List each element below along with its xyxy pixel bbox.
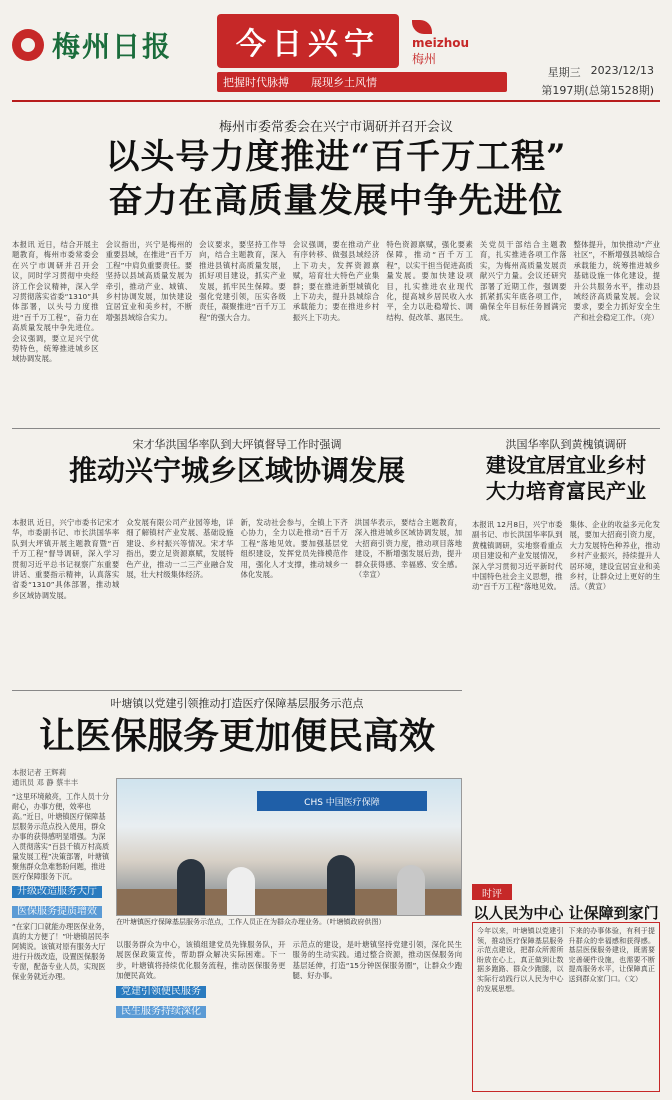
- story2: [12, 436, 462, 490]
- comment-col-1: 今年以来，叶塘镇以党建引领，推动医疗保障基层服务示范点建设，把群众所需所盼放在心上，真正做到让数据多跑路、群众少跑腿，以实际行动践行以人民为中心的发展思想。: [477, 927, 564, 993]
- story3-col-2: 集体、企业的收益多元化发展，要加大招商引资力度，大力发展特色种养业，推动乡村产业振兴，持续提升人居环境，建设宜居宜业和美乡村，让群众过上更好的生活。（黄宣）: [569, 520, 660, 592]
- photo-person: [327, 855, 355, 915]
- story4-kicker: 叶塘镇以党建引领推动打造医疗保障基层服务示范点: [110, 697, 364, 710]
- story4-subhead-1: 升级改造服务大厅: [12, 886, 102, 898]
- story2-body: [12, 518, 462, 686]
- story3: [472, 436, 660, 504]
- story2-col-4: 洪国华表示，要结合主题教育，深入推进城乡区域协调发展，加大招商引资力度，推动项目落地建设，不断增强发展后劲，提升群众获得感、幸福感、安全感。（幸宣）: [354, 518, 462, 580]
- story3-col-1: 本报讯 12月8日，兴宁市委副书记、市长洪国华率队到黄槐镇调研，实地察看重点项目建设和产业发展情况，深入学习贯彻习近平新时代中国特色社会主义思想，推动“百千万工程”落地见效。: [472, 520, 563, 592]
- masthead: [12, 6, 660, 102]
- photo-person: [177, 859, 205, 915]
- story4-subhead-1b: 医保服务提质增效: [12, 906, 102, 918]
- date: 2023/12/13: [590, 64, 654, 77]
- issue-number: 第197期(总第1528期): [541, 84, 654, 97]
- comment-box: [472, 922, 660, 1092]
- comment-badge: 时评: [472, 884, 512, 900]
- divider: [12, 690, 462, 691]
- date-line: [548, 64, 654, 80]
- lead-col-2: 会议指出，兴宁是梅州的重要县域，在推进“百千万工程”中肩负重要责任。要坚持以县域高质量发展为牵引，推动产业、城镇、乡村协调发展，加快建设宜居宜业和美乡村，不断增强县域综合实力。: [105, 240, 193, 322]
- story3-title-1: 建设宜居宜业乡村: [486, 453, 646, 477]
- story4-photo: [116, 778, 462, 916]
- story2-col-3: 新，发动社会参与，全镇上下齐心协力，全力以赴推动“百千万工程”落地见效。要加强基层党组织建设，发挥党员先锋模范作用，强化人才支撑，推动城乡一体化发展。: [240, 518, 348, 580]
- brand-en: meizhou: [412, 36, 470, 50]
- lead-body: [12, 240, 660, 420]
- lead-col-5: 特色资源禀赋，强化要素保障，推动“百千万工程”，以实干担当促进高质量发展。要加快建设项目，扎实推进农业现代化，提高城乡居民收入水平，全力以赴稳增长、调结构、促改革、惠民生。: [386, 240, 473, 322]
- photo-person: [227, 867, 255, 915]
- lead-col-3: 会议要求，要坚持工作导向，结合主题教育，深入推进县镇村高质量发展，抓好项目建设，抓实产业发展，抓牢民生保障。要强化党建引领，压实各级责任，凝聚推进“百千万工程”的强大合力。: [199, 240, 286, 322]
- divider: [12, 428, 660, 429]
- story2-title: 推动兴宁城乡区域协调发展: [68, 454, 405, 487]
- story2-kicker: 宋才华洪国华率队到大坪镇督导工作时强调: [132, 438, 342, 451]
- lead-col-6: 关党员干部结合主题教育，扎实推进各项工作落实，为梅州高质量发展贡献兴宁力量。会议还研究部署了近期工作，强调要抓紧抓实年底各项工作，确保全年目标任务圆满完成。: [479, 240, 567, 322]
- section-logo-text: 今日兴宁: [236, 27, 380, 62]
- story4-title: 让医保服务更加便民高效: [38, 715, 435, 757]
- story4-left-col: [12, 768, 110, 1092]
- brand-cn: 梅州: [412, 52, 437, 66]
- story3-title-2: 大力培育富民产业: [486, 479, 646, 503]
- story4-text-2: “在家门口就能办理医保业务，真的太方便了！”叶塘镇居民李阿姨说。该镇对原有服务大厅进行升级改造，设置医保服务专窗，配备专业人员，实现医保业务就近办理。: [12, 922, 110, 981]
- story2-col-1: 本报讯 近日，兴宁市委书记宋才华，市委副书记、市长洪国华率队到大坪镇开展主题教育暨“百千万工程”督导调研，深入学习贯彻习近平总书记视察广东重要讲话、重要指示精神，认真落实省委“1310”具体部署，推动城乡区域协调发展。: [12, 518, 120, 600]
- slogan-left: 把握时代脉搏: [223, 76, 289, 89]
- story4-col-right: 示范点的建设，是叶塘镇坚持党建引领，深化民生服务的生动实践。通过整合资源，推动医保服务向基层延伸，打造“15分钟医保服务圈”，让群众少跑腿、好办事。: [292, 940, 462, 981]
- story4-text-3: 以服务群众为中心，该镇组建党员先锋服务队，开展医保政策宣传，帮助群众解决实际困难。下一步，叶塘镇将持续优化服务流程，推动医保服务更加便民高效。: [116, 940, 286, 981]
- comment-col-2: 下来的办事体验，有利于提升群众的幸福感和获得感。基层医保服务建设，既需要完善硬件设施，也需要不断提高服务水平，让保障真正送到群众家门口。（文）: [568, 927, 655, 983]
- paper-name: 梅州日报: [52, 30, 173, 63]
- story4-body: [116, 940, 462, 1092]
- paper-logo-icon: [12, 29, 44, 61]
- lead-title-2: 奋力在高质量发展中争先进位: [108, 181, 564, 221]
- lead-kicker: 梅州市委常委会在兴宁市调研并召开会议: [218, 120, 453, 135]
- photo-sign: CHS 中国医疗保障: [257, 791, 427, 811]
- lead-col-4: 会议强调，要在推动产业有序转移、做强县域经济上下功夫，发挥资源禀赋，培育壮大特色产业集群；要在推进新型城镇化上下功夫，提升县城综合承载能力；要在推进乡村振兴上下功夫。: [292, 240, 380, 322]
- story3-kicker: 洪国华率队到黄槐镇调研: [505, 438, 627, 451]
- lead-col-1: 本报讯 近日，结合开展主题教育，梅州市委常委会在兴宁市调研并召开会议，同时学习贯彻中央经济工作会议精神，深入学习贯彻落实省委“1310”具体部署，以头号力度推进“百千万工程”，奋力在高质量发展中争先进位。会议强调，要立足兴宁优势特色，统筹推进城乡区域协调发展。: [12, 240, 99, 364]
- paper-logo: [12, 14, 204, 76]
- slogan: [217, 72, 507, 92]
- story4-byline: 本报记者 王辉莉 通讯员 邓 静 蔡丰丰: [12, 768, 79, 787]
- story3-body: [472, 520, 660, 876]
- story4-subhead-2b: 民生服务持续深化: [116, 1006, 206, 1018]
- story2-col-2: 众发展有限公司产业园等地，详细了解镇村产业发展、基础设施建设、乡村振兴等情况。宋才华指出，要立足资源禀赋，发展特色产业，推动一二三产业融合发展，壮大村级集体经济。: [126, 518, 234, 580]
- section-logo: [217, 14, 399, 68]
- lead-title-1: 以头号力度推进“百千万工程”: [105, 137, 567, 177]
- story4-col-mid: [116, 940, 286, 1092]
- brand-mark: [412, 20, 472, 66]
- photo-person: [397, 865, 425, 915]
- lead-col-7: 整体提升，加快推动“产业社区”，不断增强县城综合承载能力，统筹推进城乡基础设施一体化建设，提升公共服务水平，推动县域经济高质量发展。会议要求，要全力抓好安全生产和社会稳定工作。（亮）: [573, 240, 661, 322]
- story4-subhead-2: 党建引领便民服务: [116, 986, 206, 998]
- photo-caption: 在叶塘镇医疗保障基层服务示范点，工作人员正在为群众办理业务。（叶塘镇政府供图）: [116, 918, 386, 926]
- slogan-right: 展现乡土风情: [311, 76, 377, 89]
- leaf-icon: [412, 20, 432, 34]
- weekday: 星期三: [547, 66, 581, 79]
- comment-title: 以人民为中心 让保障到家门: [473, 904, 659, 922]
- story4-text-1: “这里环境敞亮，工作人员十分耐心，办事方便，效率也高。”近日，叶塘镇医疗保障基层服务示范点投入使用，群众办事的获得感明显增强。为深入贯彻落实“百县千镇万村高质量发展工程”决策部署，叶塘镇聚焦群众急难愁盼问题，推进医疗保障服务下沉。: [12, 792, 110, 881]
